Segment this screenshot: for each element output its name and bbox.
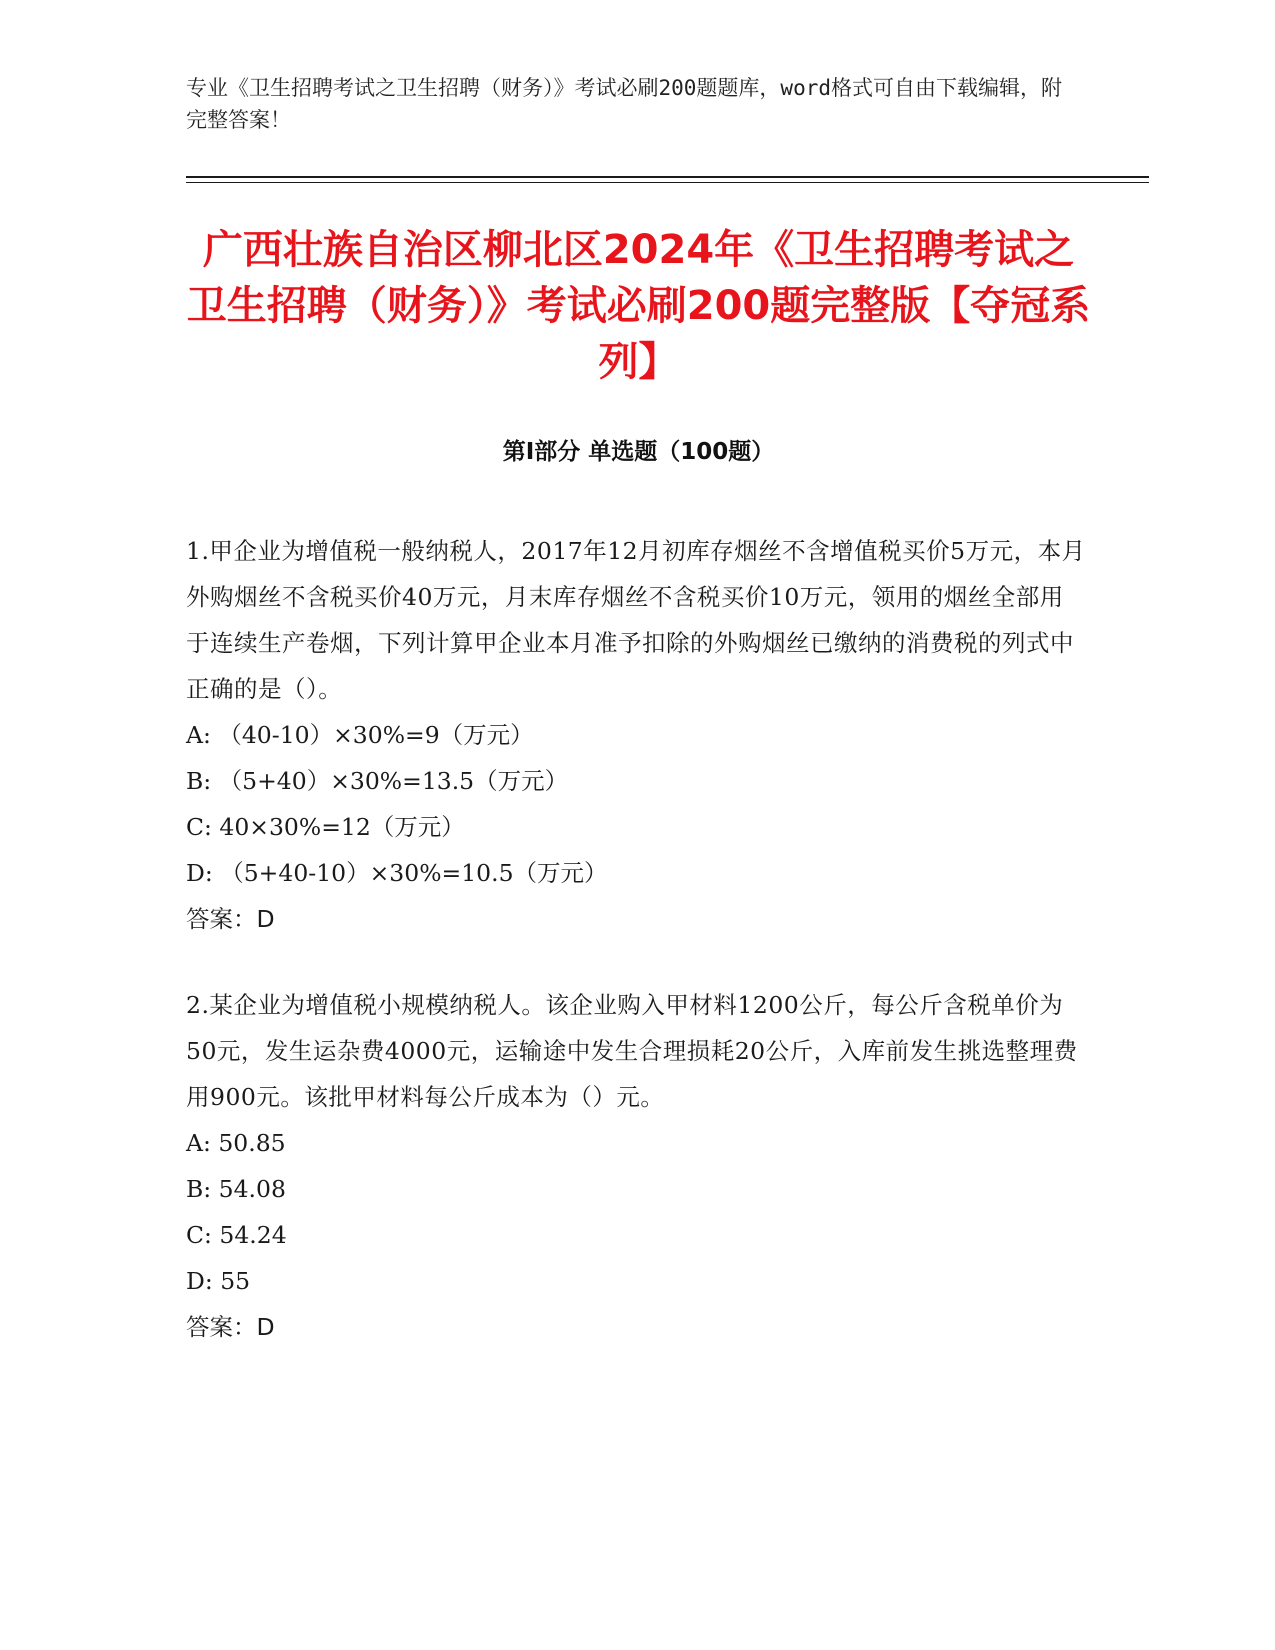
option-c: C: 54.24: [186, 1221, 287, 1249]
option-d: D: 55: [186, 1267, 251, 1295]
header-divider-thick: [186, 176, 1149, 178]
question-2: [186, 982, 1086, 1350]
option-b: B: 54.08: [186, 1175, 286, 1203]
option-d: D: （5+40-10）×30%=10.5（万元）: [186, 859, 608, 887]
answer-line: 答案：D: [186, 905, 275, 933]
section-heading: 第I部分 单选题（100题）: [502, 439, 775, 465]
answer-line: 答案：D: [186, 1313, 275, 1341]
option-c: C: 40×30%=12（万元）: [186, 813, 465, 841]
header-note: 专业《卫生招聘考试之卫生招聘（财务）》考试必刷200题题库，word格式可自由下载编辑，附完整答案！: [186, 76, 1062, 132]
question-stem: 2.某企业为增值税小规模纳税人。该企业购入甲材料1200公斤，每公斤含税单价为50元，发生运杂费4000元，运输途中发生合理损耗20公斤，入库前发生挑选整理费用900元。该批甲材料每公斤成本为（）元。: [186, 991, 1078, 1111]
option-a: A: （40-10）×30%=9（万元）: [186, 721, 534, 749]
question-stem: 1.甲企业为增值税一般纳税人，2017年12月初库存烟丝不含增值税买价5万元，本月外购烟丝不含税买价40万元，月末库存烟丝不含税买价10万元，领用的烟丝全部用于连续生产卷烟，下列计算甲企业本月准予扣除的外购烟丝已缴纳的消费税的列式中正确的是（）。: [186, 537, 1086, 703]
header-divider-thin: [186, 182, 1149, 183]
option-b: B: （5+40）×30%=13.5（万元）: [186, 767, 569, 795]
document-title: 广西壮族自治区柳北区2024年《卫生招聘考试之卫生招聘（财务）》考试必刷200题完整版【夺冠系列】: [186, 227, 1091, 385]
option-a: A: 50.85: [186, 1129, 286, 1157]
question-1: [186, 528, 1086, 942]
